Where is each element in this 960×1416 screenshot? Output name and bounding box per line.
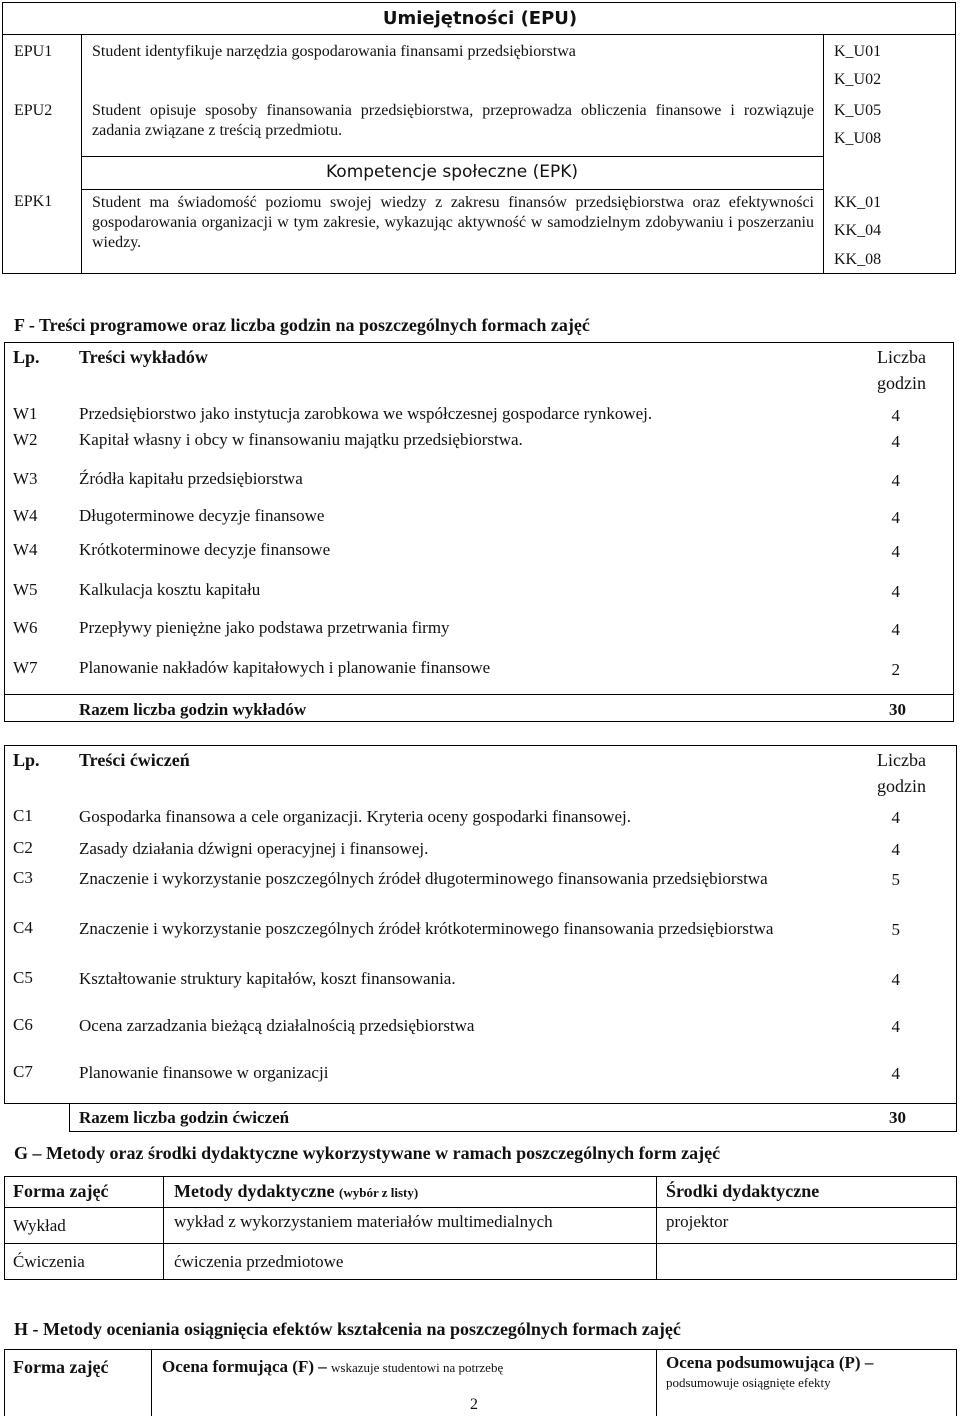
methods-col-methods-note: (wybór z listy) [339, 1185, 419, 1200]
competences-heading: Kompetencje społeczne (EPK) [326, 162, 578, 182]
outcome-text: Student ma świadomość poziomu swojej wiedzy z zakresu finansów przedsiębiorstwa oraz efektywności gospodarowania organizacji w tym zakresie, wykazując aktywność w samodzielnym zdobywaniu i poszerzaniu wiedzy. [92, 194, 814, 251]
exercises-col-content: Treści ćwiczeń [79, 750, 190, 770]
methods-form: Wykład [13, 1216, 66, 1235]
exercise-row-text: Zasady działania dźwigni operacyjnej i finansowej. [79, 839, 429, 858]
exercise-row-lp: C6 [13, 1015, 33, 1034]
lecture-row-hours: 4 [891, 406, 900, 425]
exercise-row-text: Kształtowanie struktury kapitałów, koszt finansowania. [79, 969, 456, 988]
lecture-row-text: Krótkoterminowe decyzje finansowe [79, 540, 331, 559]
lecture-row-hours: 4 [891, 471, 900, 490]
exercise-row-hours: 5 [891, 920, 900, 939]
exercise-row-lp: C4 [13, 918, 33, 937]
methods-col-methods-label: Metody dydaktyczne [174, 1181, 335, 1201]
outcome-ref: KK_04 [834, 222, 882, 239]
outcome-code: EPK1 [14, 193, 53, 210]
skills-heading: Umiejętności (EPU) [382, 8, 578, 29]
outcome-code: EPU2 [14, 102, 53, 119]
exercise-row-lp: C1 [13, 806, 33, 825]
lecture-row-text: Planowanie nakładów kapitałowych i planowanie finansowe [79, 658, 491, 677]
section-f-heading: F - Treści programowe oraz liczba godzin na poszczególnych formach zajęć [14, 315, 590, 335]
assessment-col-formative: Ocena formująca (F) – wskazuje studentowi na potrzebę [162, 1357, 504, 1376]
exercises-total-label: Razem liczba godzin ćwiczeń [79, 1108, 290, 1127]
lectures-col-hours: Liczba [877, 347, 926, 367]
lecture-row-hours: 4 [891, 542, 900, 561]
exercises-total-value: 30 [889, 1108, 906, 1127]
assessment-col-summative-note: podsumowuje osiągnięte efekty [666, 1375, 831, 1390]
lectures-total-label: Razem liczba godzin wykładów [79, 700, 307, 719]
methods-method: ćwiczenia przedmiotowe [174, 1252, 344, 1271]
exercise-row-lp: C7 [13, 1062, 33, 1081]
outcome-code: EPU1 [14, 43, 53, 60]
lecture-row-text: Przepływy pieniężne jako podstawa przetrwania firmy [79, 618, 450, 637]
section-h-heading: H - Metody oceniania osiągnięcia efektów kształcenia na poszczególnych formach zajęć [14, 1319, 681, 1339]
exercise-row-hours: 4 [891, 840, 900, 859]
lecture-row-lp: W3 [13, 469, 38, 488]
exercise-row-text: Gospodarka finansowa a cele organizacji. Kryteria oceny gospodarki finansowej. [79, 807, 631, 826]
methods-col-form: Forma zajęć [13, 1181, 109, 1201]
outcome-text: Student identyfikuje narzędzia gospodarowania finansami przedsiębiorstwa [92, 43, 576, 60]
assessment-col-summative [666, 1353, 873, 1373]
lecture-row-lp: W4 [13, 506, 38, 525]
exercise-row-text: Planowanie finansowe w organizacji [79, 1063, 329, 1082]
lecture-row-hours: 4 [891, 432, 900, 451]
exercises-col-hours: Liczba [877, 750, 926, 770]
lecture-row-text: Kalkulacja kosztu kapitału [79, 580, 261, 599]
lecture-row-text: Kapitał własny i obcy w finansowaniu majątku przedsiębiorstwa. [79, 430, 523, 449]
lecture-row-lp: W5 [13, 580, 38, 599]
lecture-row-hours: 4 [891, 620, 900, 639]
outcome-ref: KK_08 [834, 251, 882, 268]
assessment-col-formative-note: wskazuje studentowi na potrzebę [331, 1360, 504, 1375]
lecture-row-lp: W6 [13, 618, 38, 637]
outcome-ref: K_U08 [834, 130, 882, 147]
assessment-col-summative-dash: – [864, 1353, 874, 1372]
lecture-row-lp: W1 [13, 404, 38, 423]
lecture-row-text: Przedsiębiorstwo jako instytucja zarobkowa we współczesnej gospodarce rynkowej. [79, 404, 653, 423]
lecture-row-text: Źródła kapitału przedsiębiorstwa [79, 469, 303, 488]
exercise-row-hours: 4 [891, 1064, 900, 1083]
exercises-col-hours: godzin [877, 776, 926, 796]
lectures-total-value: 30 [889, 700, 906, 719]
exercise-row-lp: C5 [13, 968, 33, 987]
exercise-row-hours: 4 [891, 808, 900, 827]
exercise-row-text: Znaczenie i wykorzystanie poszczególnych źródeł krótkoterminowego finansowania przedsiębiorstwa [79, 919, 774, 938]
exercise-row-lp: C2 [13, 838, 33, 857]
lecture-row-text: Długoterminowe decyzje finansowe [79, 506, 325, 525]
exercises-col-lp: Lp. [13, 750, 40, 770]
exercise-row-text: Ocena zarzadzania bieżącą działalnością przedsiębiorstwa [79, 1016, 475, 1035]
lecture-row-lp: W7 [13, 658, 38, 677]
lecture-row-lp: W2 [13, 430, 38, 449]
exercise-row-hours: 4 [891, 970, 900, 989]
methods-col-means: Środki dydaktyczne [666, 1181, 820, 1201]
outcome-ref: K_U05 [834, 102, 882, 119]
outcome-text: Student opisuje sposoby finansowania przedsiębiorstwa, przeprowadza obliczenia finansowe i rozwiązuje zadania związane z treścią przedmiotu. [92, 102, 814, 139]
exercise-row-lp: C3 [13, 868, 33, 887]
page-number: 2 [470, 1396, 478, 1413]
lectures-col-lp: Lp. [13, 347, 40, 367]
section-g-heading: G – Metody oraz środki dydaktyczne wykorzystywane w ramach poszczególnych form zajęć [14, 1143, 721, 1163]
exercise-row-hours: 5 [891, 870, 900, 889]
methods-method: wykład z wykorzystaniem materiałów multimedialnych [174, 1212, 553, 1231]
exercise-row-text: Znaczenie i wykorzystanie poszczególnych źródeł długoterminowego finansowania przedsiębiorstwa [79, 869, 768, 888]
exercise-row-hours: 4 [891, 1017, 900, 1036]
methods-form: Ćwiczenia [13, 1252, 85, 1271]
lecture-row-hours: 2 [891, 660, 900, 679]
methods-col-methods [174, 1181, 418, 1202]
outcome-ref: K_U01 [834, 43, 882, 60]
outcome-ref: K_U02 [834, 71, 882, 88]
lectures-col-hours: godzin [877, 373, 926, 393]
assessment-col-form: Forma zajęć [13, 1357, 109, 1377]
assessment-col-formative-label: Ocena formująca (F) [162, 1357, 315, 1376]
methods-means: projektor [666, 1212, 729, 1231]
lectures-col-content: Treści wykładów [79, 347, 208, 367]
lecture-row-hours: 4 [891, 508, 900, 527]
lecture-row-hours: 4 [891, 582, 900, 601]
lecture-row-lp: W4 [13, 540, 38, 559]
outcome-ref: KK_01 [834, 194, 882, 211]
assessment-col-summative-label: Ocena podsumowująca (P) [666, 1353, 861, 1372]
